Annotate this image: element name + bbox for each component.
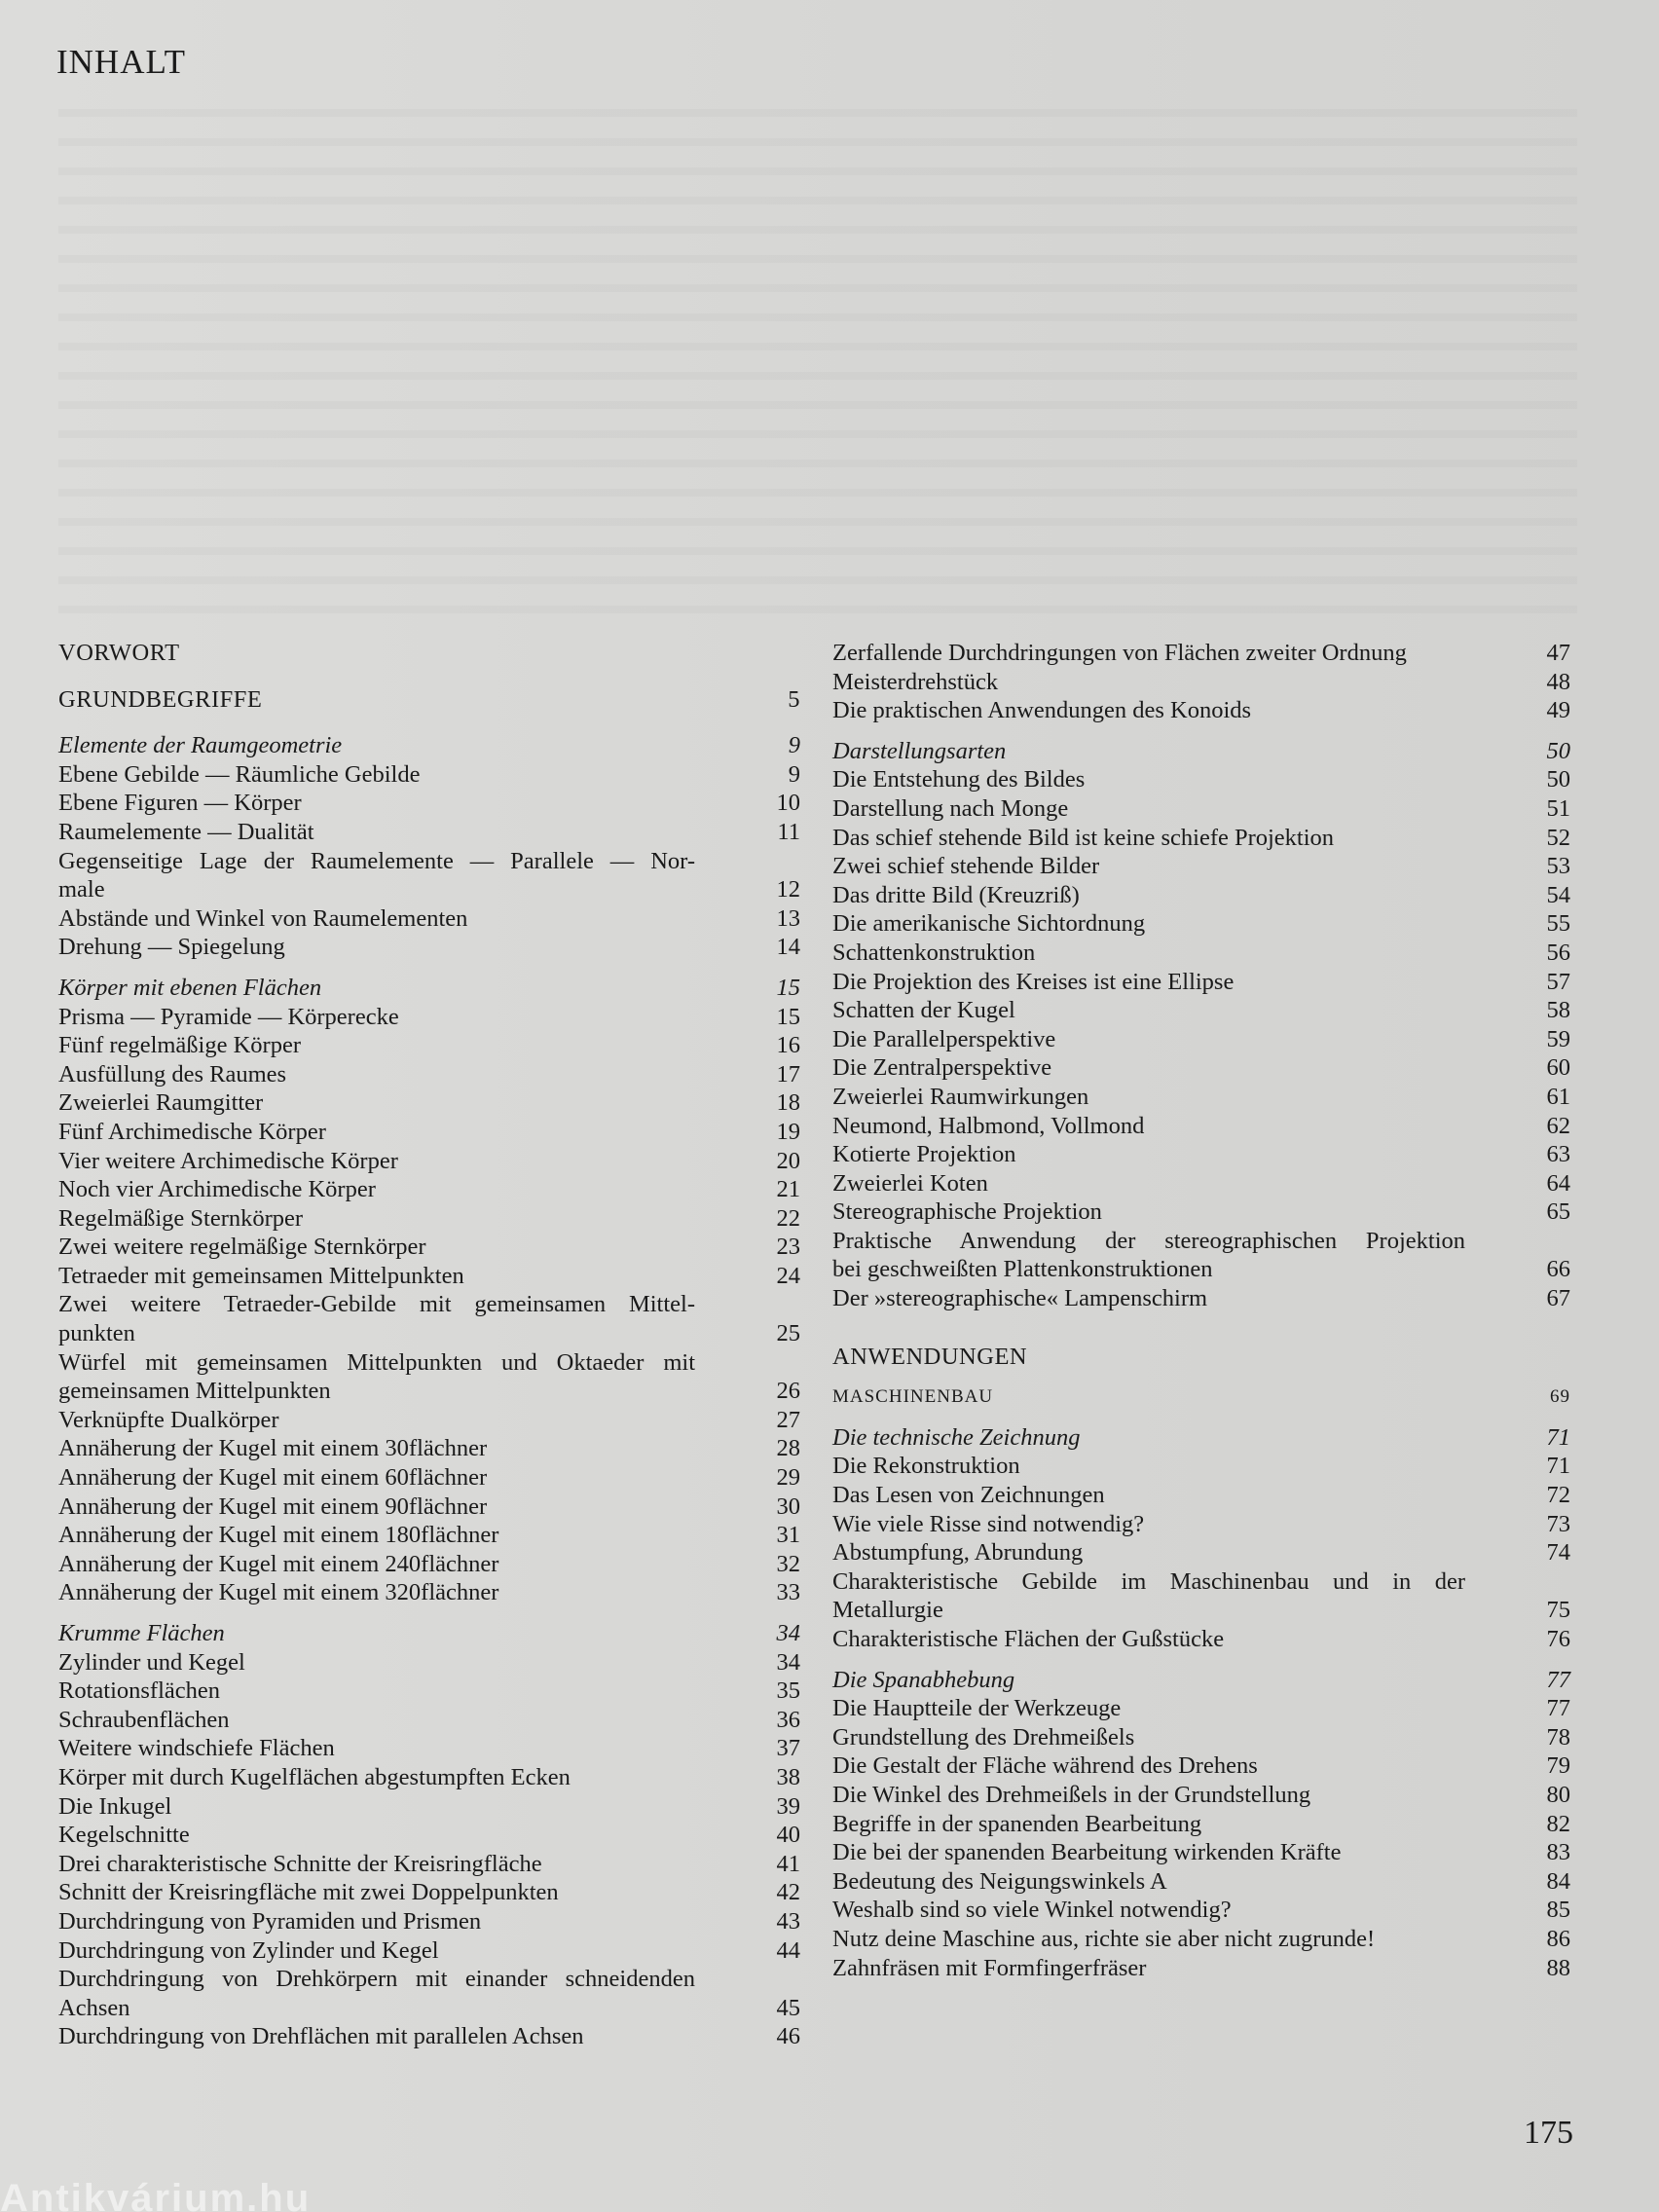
toc-entry-page: 38 xyxy=(776,1763,800,1790)
toc-entry xyxy=(58,1118,800,1147)
toc-entry xyxy=(58,1003,800,1032)
toc-entry-title: Annäherung der Kugel mit einem 30flächner xyxy=(58,1435,488,1462)
toc-entry-page: 67 xyxy=(1546,1285,1570,1312)
toc-entry xyxy=(832,1625,1570,1654)
toc-entry-page: 55 xyxy=(1546,910,1570,938)
toc-entry-title: Gegenseitige Lage der Raumelemente — Parallele — Nor- xyxy=(58,847,695,874)
toc-entry-page: 58 xyxy=(1546,997,1570,1024)
toc-entry-title: Ebene Gebilde — Räumliche Gebilde xyxy=(58,760,421,788)
toc-entry-title: Prisma — Pyramide — Körperecke xyxy=(58,1003,399,1030)
toc-entry-page: 50 xyxy=(1546,737,1570,764)
toc-entry xyxy=(58,847,800,876)
toc-entry xyxy=(832,1112,1570,1141)
toc-entry xyxy=(832,1723,1570,1752)
toc-entry xyxy=(58,904,800,934)
toc-entry xyxy=(58,2022,800,2051)
toc-entry-title: Drei charakteristische Schnitte der Kreisringfläche xyxy=(58,1850,542,1877)
toc-entry-page: 23 xyxy=(776,1234,800,1261)
toc-entry-title: Die Projektion des Kreises ist eine Ellipse xyxy=(832,968,1235,995)
toc-entry-title: Annäherung der Kugel mit einem 320flächner xyxy=(58,1579,499,1606)
toc-entry xyxy=(58,1348,800,1378)
toc-entry-title: Abstände und Winkel von Raumelementen xyxy=(58,904,468,932)
toc-entry xyxy=(58,1290,800,1319)
toc-entry-title: Durchdringung von Zylinder und Kegel xyxy=(58,1936,439,1964)
toc-entry-page: 83 xyxy=(1546,1839,1570,1866)
toc-entry xyxy=(832,1596,1570,1625)
toc-entry xyxy=(832,1666,1570,1695)
toc-entry-page: 14 xyxy=(776,934,800,961)
toc-entry xyxy=(58,1648,800,1677)
toc-entry xyxy=(832,794,1570,824)
toc-entry-title: Darstellungsarten xyxy=(832,737,1007,764)
toc-entry-page: 78 xyxy=(1546,1723,1570,1751)
toc-entry-title: Zerfallende Durchdringungen von Flächen zweiter Ordnung xyxy=(832,640,1407,666)
toc-entry-page: 34 xyxy=(776,1620,800,1646)
toc-entry-title: Schraubenflächen xyxy=(58,1706,230,1733)
toc-entry-page: 42 xyxy=(776,1879,800,1906)
toc-entry-title: Krumme Flächen xyxy=(58,1620,225,1646)
toc-entry xyxy=(58,1763,800,1792)
toc-entry xyxy=(832,1382,1570,1412)
toc-entry-title: Tetraeder mit gemeinsamen Mittelpunkten xyxy=(58,1262,464,1289)
toc-entry-title: Metallurgie xyxy=(832,1597,943,1624)
toc-column-right xyxy=(832,639,1570,1982)
toc-entry-page: 63 xyxy=(1546,1141,1570,1168)
toc-entry-title: Weitere windschiefe Flächen xyxy=(58,1735,335,1762)
toc-entry-title: Neumond, Halbmond, Vollmond xyxy=(832,1112,1145,1139)
toc-entry-title: Die technische Zeichnung xyxy=(832,1423,1081,1451)
toc-entry-title: Zweierlei Koten xyxy=(832,1169,988,1197)
toc-entry-page: 28 xyxy=(776,1435,800,1462)
toc-entry-title: Kotierte Projektion xyxy=(832,1141,1016,1168)
toc-entry xyxy=(58,1262,800,1291)
toc-entry-page: 22 xyxy=(776,1204,800,1232)
toc-entry-title: Das schief stehende Bild ist keine schiefe Projektion xyxy=(832,824,1335,851)
toc-entry-title: Ausfüllung des Raumes xyxy=(58,1060,287,1088)
toc-entry-title: Die bei der spanenden Bearbeitung wirkenden Kräfte xyxy=(832,1839,1342,1866)
toc-entry xyxy=(58,1147,800,1176)
toc-entry-page: 61 xyxy=(1546,1083,1570,1110)
toc-entry-title: Charakteristische Flächen der Gußstücke xyxy=(832,1626,1225,1652)
toc-entry xyxy=(58,1734,800,1763)
toc-entry-title: Durchdringung von Drehflächen mit parallelen Achsen xyxy=(58,2023,584,2050)
toc-entry-title: Praktische Anwendung der stereographischen Projektion xyxy=(832,1227,1465,1254)
toc-entry xyxy=(832,1423,1570,1453)
toc-entry-page: 13 xyxy=(776,904,800,932)
toc-entry-title: bei geschweißten Plattenkonstruktionen xyxy=(832,1256,1213,1283)
toc-entry xyxy=(832,1343,1570,1372)
toc-entry-title: Ebene Figuren — Körper xyxy=(58,790,302,817)
toc-entry xyxy=(58,1493,800,1522)
toc-entry xyxy=(832,1694,1570,1723)
toc-entry-page: 51 xyxy=(1546,794,1570,822)
toc-entry xyxy=(58,789,800,818)
toc-entry xyxy=(58,1578,800,1607)
toc-entry xyxy=(832,1810,1570,1839)
toc-entry-page: 71 xyxy=(1546,1423,1570,1451)
toc-entry-page: 71 xyxy=(1546,1453,1570,1480)
toc-entry-title: Fünf regelmäßige Körper xyxy=(58,1032,301,1059)
toc-entry-page: 47 xyxy=(1546,640,1570,666)
toc-entry xyxy=(832,852,1570,881)
toc-entry-page: 73 xyxy=(1546,1510,1570,1537)
toc-entry-title: Die Spanabhebung xyxy=(832,1666,1015,1693)
toc-entry-title: Das Lesen von Zeichnungen xyxy=(832,1482,1105,1509)
toc-entry-title: Zwei weitere regelmäßige Sternkörper xyxy=(58,1234,426,1261)
toc-entry-page: 27 xyxy=(776,1406,800,1433)
toc-entry-title: Würfel mit gemeinsamen Mittelpunkten und Oktaeder mit xyxy=(58,1348,695,1376)
toc-entry-title: Bedeutung des Neigungswinkels A xyxy=(832,1867,1167,1895)
toc-entry-title: Vier weitere Archimedische Körper xyxy=(58,1147,398,1174)
toc-entry-title: male xyxy=(58,876,105,903)
toc-entry-page: 32 xyxy=(776,1550,800,1577)
toc-entry xyxy=(832,1198,1570,1227)
toc-entry-page: 16 xyxy=(776,1032,800,1059)
toc-entry xyxy=(832,1255,1570,1284)
toc-entry xyxy=(58,1706,800,1735)
toc-entry xyxy=(58,818,800,847)
toc-entry-page: 24 xyxy=(776,1262,800,1289)
toc-entry xyxy=(58,1463,800,1493)
toc-entry xyxy=(58,1550,800,1579)
toc-entry xyxy=(832,1284,1570,1313)
toc-entry-title: Noch vier Archimedische Körper xyxy=(58,1176,376,1203)
toc-entry xyxy=(832,696,1570,725)
toc-entry xyxy=(832,1452,1570,1481)
toc-entry xyxy=(832,996,1570,1025)
watermark: Antikvárium.hu xyxy=(0,2177,312,2212)
toc-entry-page: 86 xyxy=(1546,1925,1570,1952)
toc-entry-page: 48 xyxy=(1546,668,1570,695)
toc-entry-title: Abstumpfung, Abrundung xyxy=(832,1539,1084,1567)
toc-entry xyxy=(832,1838,1570,1867)
toc-entry-page: 75 xyxy=(1546,1597,1570,1624)
toc-entry xyxy=(58,1965,800,1994)
toc-entry-title: Die Gestalt der Fläche während des Drehens xyxy=(832,1752,1258,1780)
toc-entry-title: Regelmäßige Sternkörper xyxy=(58,1204,304,1232)
toc-entry xyxy=(58,1377,800,1406)
toc-entry-page: 18 xyxy=(776,1089,800,1117)
toc-entry-title: Achsen xyxy=(58,1994,130,2021)
toc-entry xyxy=(832,1925,1570,1954)
toc-entry xyxy=(58,933,800,962)
toc-entry xyxy=(58,1204,800,1234)
toc-entry-title: Die Parallelperspektive xyxy=(832,1025,1056,1052)
toc-entry-page: 45 xyxy=(776,1994,800,2021)
toc-entry xyxy=(58,1175,800,1204)
toc-entry-page: 52 xyxy=(1546,824,1570,851)
toc-entry-page: 26 xyxy=(776,1378,800,1405)
toc-entry xyxy=(832,1025,1570,1054)
toc-entry-page: 53 xyxy=(1546,853,1570,880)
toc-entry-page: 15 xyxy=(776,974,800,1001)
toc-entry-page: 35 xyxy=(776,1677,800,1705)
toc-entry xyxy=(58,1521,800,1550)
toc-entry-page: 46 xyxy=(776,2023,800,2050)
toc-entry xyxy=(832,939,1570,968)
toc-entry-page: 82 xyxy=(1546,1810,1570,1837)
toc-entry-page: 17 xyxy=(776,1060,800,1088)
toc-entry-title: Darstellung nach Monge xyxy=(832,794,1069,822)
toc-entry-title: Schattenkonstruktion xyxy=(832,939,1036,966)
toc-entry-page: 37 xyxy=(776,1735,800,1762)
toc-entry xyxy=(832,1538,1570,1567)
toc-entry-title: Die Zentralperspektive xyxy=(832,1054,1052,1082)
toc-entry xyxy=(58,1994,800,2023)
toc-entry-title: MASCHINENBAU xyxy=(832,1386,994,1408)
toc-entry xyxy=(832,1053,1570,1083)
toc-entry xyxy=(832,1083,1570,1112)
toc-entry-title: Schnitt der Kreisringfläche mit zwei Doppelpunkten xyxy=(58,1879,559,1906)
toc-entry-page: 77 xyxy=(1546,1666,1570,1693)
toc-entry-title: Das dritte Bild (Kreuzriß) xyxy=(832,881,1080,908)
toc-entry xyxy=(832,668,1570,697)
toc-entry xyxy=(58,1060,800,1089)
toc-entry xyxy=(832,1567,1570,1597)
toc-entry xyxy=(832,1227,1570,1256)
toc-entry xyxy=(832,1481,1570,1510)
toc-entry-page: 11 xyxy=(777,818,800,845)
toc-entry-title: Körper mit durch Kugelflächen abgestumpften Ecken xyxy=(58,1763,571,1790)
toc-entry-page: 5 xyxy=(788,685,800,713)
toc-entry xyxy=(58,875,800,904)
toc-entry-title: Die Entstehung des Bildes xyxy=(832,766,1086,793)
toc-entry xyxy=(58,731,800,760)
toc-entry xyxy=(58,760,800,790)
toc-entry-page: 34 xyxy=(776,1648,800,1676)
toc-entry-title: Grundstellung des Drehmeißels xyxy=(832,1723,1135,1751)
toc-entry-title: Annäherung der Kugel mit einem 90flächner xyxy=(58,1493,488,1520)
toc-entry-title: Annäherung der Kugel mit einem 180flächner xyxy=(58,1522,499,1549)
toc-entry-page: 30 xyxy=(776,1493,800,1520)
toc-entry-page: 79 xyxy=(1546,1752,1570,1780)
toc-entry xyxy=(58,1434,800,1463)
toc-entry-title: Die amerikanische Sichtordnung xyxy=(832,910,1146,938)
toc-entry-title: Zweierlei Raumgitter xyxy=(58,1089,264,1117)
toc-entry xyxy=(832,968,1570,997)
toc-entry-title: Stereographische Projektion xyxy=(832,1198,1102,1226)
toc-entry-page: 74 xyxy=(1546,1539,1570,1567)
toc-entry-title: VORWORT xyxy=(58,640,180,666)
toc-entry-title: Durchdringung von Drehkörpern mit einander schneidenden xyxy=(58,1966,695,1993)
toc-entry-title: Körper mit ebenen Flächen xyxy=(58,974,322,1001)
page-number: 175 xyxy=(1524,2115,1573,2151)
toc-entry-page: 15 xyxy=(776,1003,800,1030)
toc-entry-title: Nutz deine Maschine aus, richte sie aber nicht zugrunde! xyxy=(832,1925,1376,1952)
toc-entry-title: Charakteristische Gebilde im Maschinenbau und in der xyxy=(832,1567,1465,1595)
toc-entry-page: 39 xyxy=(776,1792,800,1820)
toc-entry xyxy=(58,1907,800,1936)
toc-entry-page: 29 xyxy=(776,1464,800,1492)
toc-entry-title: Fünf Archimedische Körper xyxy=(58,1118,326,1145)
toc-entry-title: Begriffe in der spanenden Bearbeitung xyxy=(832,1810,1202,1837)
toc-entry-title: Zweierlei Raumwirkungen xyxy=(832,1083,1089,1110)
page-title: INHALT xyxy=(56,43,187,81)
toc-entry-title: Annäherung der Kugel mit einem 60flächner xyxy=(58,1464,488,1492)
toc-entry xyxy=(58,1677,800,1706)
toc-entry-title: Zwei weitere Tetraeder-Gebilde mit gemeinsamen Mittel- xyxy=(58,1291,695,1318)
toc-entry-page: 72 xyxy=(1546,1482,1570,1509)
toc-entry-title: Verknüpfte Dualkörper xyxy=(58,1406,279,1433)
toc-entry-title: Durchdringung von Pyramiden und Prismen xyxy=(58,1907,482,1935)
toc-entry-title: GRUNDBEGRIFFE xyxy=(58,685,263,713)
toc-entry-page: 84 xyxy=(1546,1867,1570,1895)
toc-entry xyxy=(58,1406,800,1435)
toc-entry xyxy=(58,1792,800,1822)
toc-entry xyxy=(58,639,800,668)
toc-entry-page: 9 xyxy=(788,732,800,759)
toc-column-left xyxy=(58,639,800,2051)
toc-entry xyxy=(832,737,1570,766)
toc-entry xyxy=(58,1936,800,1966)
toc-entry-page: 40 xyxy=(776,1822,800,1849)
toc-entry-title: Wie viele Risse sind notwendig? xyxy=(832,1510,1145,1537)
toc-entry-page: 36 xyxy=(776,1706,800,1733)
toc-entry-page: 77 xyxy=(1546,1695,1570,1722)
toc-entry-page: 44 xyxy=(776,1936,800,1964)
toc-entry-page: 21 xyxy=(776,1176,800,1203)
toc-entry xyxy=(832,765,1570,794)
toc-entry-page: 88 xyxy=(1546,1954,1570,1981)
toc-entry-page: 10 xyxy=(776,790,800,817)
toc-entry-page: 76 xyxy=(1546,1626,1570,1652)
toc-entry-page: 56 xyxy=(1546,939,1570,966)
toc-entry xyxy=(58,1878,800,1907)
toc-entry-page: 59 xyxy=(1546,1025,1570,1052)
toc-entry xyxy=(58,1233,800,1262)
show-through-text xyxy=(58,88,1577,633)
toc-entry-title: Meisterdrehstück xyxy=(832,668,999,695)
toc-entry-page: 31 xyxy=(776,1522,800,1549)
toc-entry xyxy=(58,1319,800,1348)
toc-entry-page: 66 xyxy=(1546,1256,1570,1283)
toc-entry xyxy=(832,639,1570,668)
toc-entry-page: 57 xyxy=(1546,968,1570,995)
toc-entry-title: ANWENDUNGEN xyxy=(832,1343,1028,1370)
toc-entry xyxy=(58,1619,800,1648)
toc-entry-page: 65 xyxy=(1546,1198,1570,1226)
toc-entry-title: Drehung — Spiegelung xyxy=(58,934,285,961)
toc-entry-title: Weshalb sind so viele Winkel notwendig? xyxy=(832,1897,1232,1924)
toc-entry xyxy=(832,1867,1570,1897)
toc-entry-page: 54 xyxy=(1546,881,1570,908)
toc-entry-title: gemeinsamen Mittelpunkten xyxy=(58,1378,331,1405)
toc-entry xyxy=(832,1954,1570,1983)
toc-entry xyxy=(58,1821,800,1850)
toc-entry-title: Elemente der Raumgeometrie xyxy=(58,732,343,759)
toc-entry-page: 69 xyxy=(1550,1386,1570,1408)
toc-entry-page: 25 xyxy=(776,1320,800,1347)
toc-entry-title: Annäherung der Kugel mit einem 240flächner xyxy=(58,1550,499,1577)
toc-entry-page: 20 xyxy=(776,1147,800,1174)
toc-entry-title: Die Winkel des Drehmeißels in der Grundstellung xyxy=(832,1781,1311,1808)
toc-entry-title: punkten xyxy=(58,1320,135,1347)
toc-entry-title: Schatten der Kugel xyxy=(832,997,1015,1024)
toc-entry-page: 19 xyxy=(776,1118,800,1145)
toc-entry-title: Zwei schief stehende Bilder xyxy=(832,853,1100,880)
toc-entry-title: Die Hauptteile der Werkzeuge xyxy=(832,1695,1122,1722)
toc-entry xyxy=(832,1140,1570,1169)
toc-entry-page: 50 xyxy=(1546,766,1570,793)
toc-entry-title: Rotationsflächen xyxy=(58,1677,221,1705)
toc-entry-page: 62 xyxy=(1546,1112,1570,1139)
toc-entry xyxy=(832,1510,1570,1539)
toc-entry-title: Die Rekonstruktion xyxy=(832,1453,1020,1480)
toc-entry-title: Die Inkugel xyxy=(58,1792,172,1820)
toc-entry xyxy=(832,1781,1570,1810)
toc-entry-title: Der »stereographische« Lampenschirm xyxy=(832,1285,1208,1312)
toc-entry xyxy=(58,974,800,1003)
toc-entry-title: Zylinder und Kegel xyxy=(58,1648,245,1676)
toc-entry-page: 33 xyxy=(776,1579,800,1606)
toc-entry xyxy=(832,1896,1570,1925)
toc-entry-page: 9 xyxy=(788,760,800,788)
toc-entry-title: Kegelschnitte xyxy=(58,1822,190,1849)
toc-entry-page: 64 xyxy=(1546,1169,1570,1197)
toc-entry-page: 43 xyxy=(776,1907,800,1935)
toc-entry xyxy=(58,685,800,715)
toc-entry-page: 49 xyxy=(1546,697,1570,724)
toc-entry xyxy=(832,909,1570,939)
toc-entry xyxy=(832,1751,1570,1781)
toc-entry xyxy=(58,1850,800,1879)
toc-entry-page: 60 xyxy=(1546,1054,1570,1082)
toc-entry-title: Raumelemente — Dualität xyxy=(58,818,314,845)
toc-entry xyxy=(832,881,1570,910)
toc-entry xyxy=(832,824,1570,853)
toc-entry xyxy=(58,1088,800,1118)
toc-entry-title: Die praktischen Anwendungen des Konoids xyxy=(832,697,1252,724)
toc-entry xyxy=(58,1031,800,1060)
toc-entry-page: 85 xyxy=(1546,1897,1570,1924)
toc-entry xyxy=(832,1169,1570,1198)
toc-entry-page: 80 xyxy=(1546,1781,1570,1808)
toc-entry-page: 41 xyxy=(776,1850,800,1877)
toc-entry-title: Zahnfräsen mit Formfingerfräser xyxy=(832,1954,1147,1981)
toc-entry-page: 12 xyxy=(776,876,800,903)
